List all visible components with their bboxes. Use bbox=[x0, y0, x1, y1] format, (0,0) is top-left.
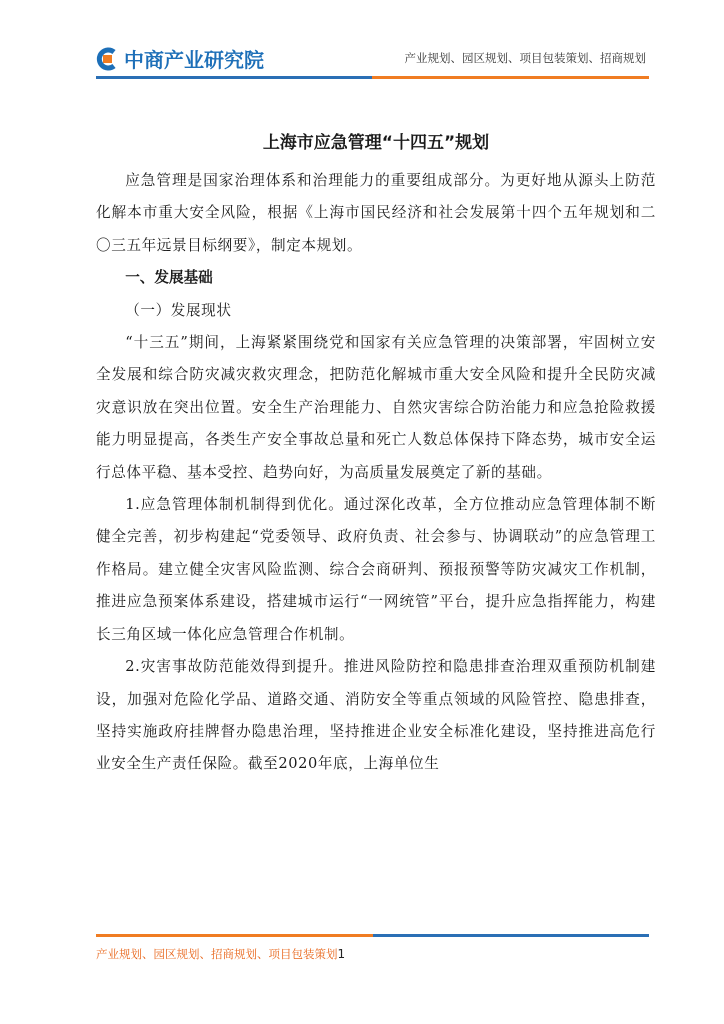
footer-divider-accent bbox=[96, 934, 373, 937]
footer-text-row bbox=[96, 946, 345, 962]
footer-text: 产业规划、园区规划、招商规划、项目包装策划 bbox=[96, 947, 338, 961]
logo-text: 中商产业研究院 bbox=[124, 48, 264, 72]
status-paragraph: “十三五”期间，上海紧紧围绕党和国家有关应急管理的决策部署，牢固树立安全发展和综合防灾减灾救灾理念，把防范化解城市重大安全风险和提升全民防灾减灾意识放在突出位置。安全生产治理能力、自然灾害综合防治能力和应急抢险救援能力明显提高，各类生产安全事故总量和死亡人数总体保持下降态势，城市安全运行总体平稳、基本受控、趋势向好，为高质量发展奠定了新的基础。 bbox=[96, 334, 656, 481]
section-heading: 一、发展基础 bbox=[125, 269, 213, 287]
logo[interactable] bbox=[94, 44, 264, 73]
paragraph-2: 2.灾害事故防范能效得到提升。推进风险防控和隐患排查治理双重预防机制建设，加强对危险化学品、道路交通、消防安全等重点领域的风险管控、隐患排查，坚持实施政府挂牌督办隐患治理，坚持推进企业安全标准化建设，坚持推进高危行业安全生产责任保险。截至2020年底，上海单位生 bbox=[96, 658, 656, 773]
subsection-heading: （一）发展现状 bbox=[125, 301, 232, 319]
header-divider-accent bbox=[372, 76, 649, 79]
paragraph-1: 1.应急管理体制机制得到优化。通过深化改革，全方位推动应急管理体制不断健全完善，初步构建起“党委领导、政府负责、社会参与、协调联动”的应急管理工作格局。建立健全灾害风险监测、综合会商研判、预报预警等防灾减灾工作机制，推进应急预案体系建设，搭建城市运行“一网统管”平台，提升应急指挥能力，构建长三角区域一体化应急管理合作机制。 bbox=[96, 496, 656, 643]
intro-paragraph: 应急管理是国家治理体系和治理能力的重要组成部分。为更好地从源头上防范化解本市重大安全风险，根据《上海市国民经济和社会发展第十四个五年规划和二〇三五年远景目标纲要》，制定本规划。 bbox=[96, 172, 656, 254]
header-tagline: 产业规划、园区规划、项目包装策划、招商规划 bbox=[404, 51, 646, 65]
page-header bbox=[0, 0, 724, 90]
document-body bbox=[96, 128, 656, 781]
page-footer bbox=[0, 920, 724, 980]
document-title: 上海市应急管理“十四五”规划 bbox=[262, 133, 490, 153]
page-number: 1 bbox=[337, 947, 346, 961]
logo-c-icon bbox=[94, 47, 120, 71]
